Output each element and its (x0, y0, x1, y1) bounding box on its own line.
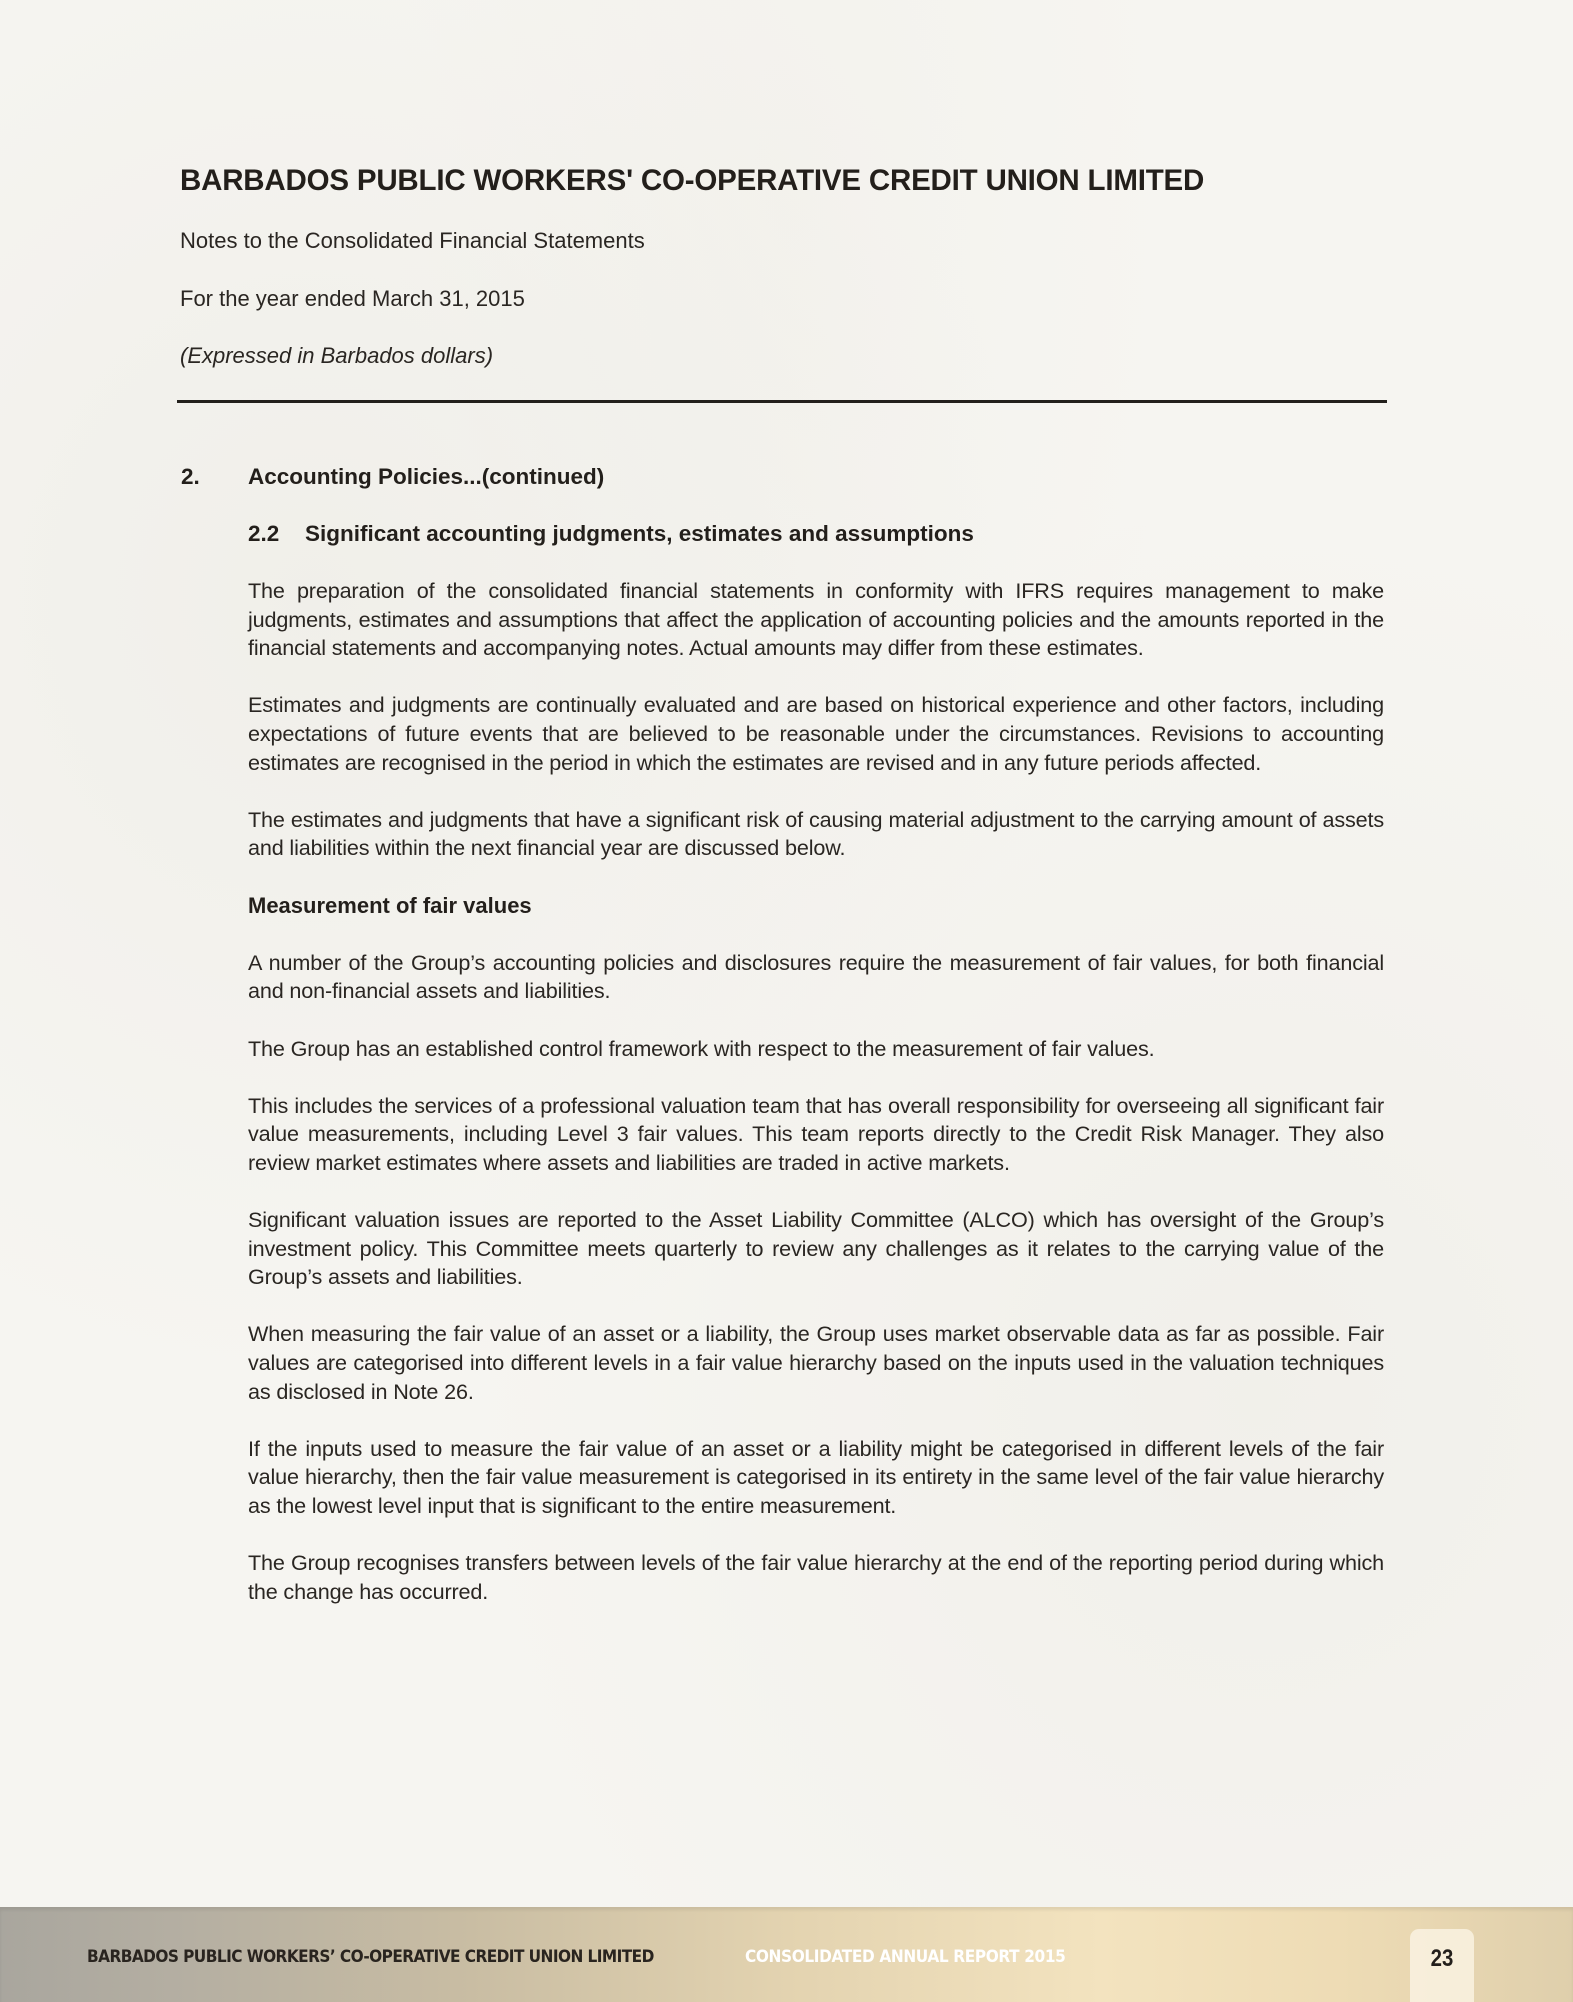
footer-organization: BARBADOS PUBLIC WORKERS’ CO-OPERATIVE CREDIT UNION LIMITED (87, 1947, 654, 1966)
paragraph: The Group has an established control framework with respect to the measurement of fair values. (248, 1035, 1155, 1061)
paragraph: The preparation of the consolidated financial statements in conformity with IFRS requires management to make judgments, estimates and assumptions that affect the application of accounting policies and the amounts reported in the financial statements and accompanying notes. Actual amounts may differ from these estimates. (248, 578, 1384, 661)
page-number-tab (1410, 1929, 1474, 2002)
paragraph: This includes the services of a professional valuation team that has overall responsibility for overseeing all significant fair value measurements, including Level 3 fair values. This team reports directly to the Credit Risk Manager. They also review market estimates where assets and liabilities are traded in active markets. (248, 1092, 1384, 1175)
page-footer (0, 1907, 1573, 2002)
subsection-heading (248, 519, 974, 549)
paragraph: When measuring the fair value of an asset or a liability, the Group uses market observable data as far as possible. Fair values are categorised into different levels in a fair value hierarchy based on the inputs used in the valuation techniques as disclosed in Note 26. (248, 1321, 1384, 1404)
footer-report-title: CONSOLIDATED ANNUAL REPORT 2015 (745, 1947, 1066, 1966)
statements-subtitle: Notes to the Consolidated Financial Statements (180, 228, 645, 253)
paragraph: Estimates and judgments are continually evaluated and are based on historical experience and other factors, including expectations of future events that are believed to be reasonable under the circumstances. Revisions to accounting estimates are recognised in the period in which the estimates are revised and in any future periods affected. (248, 692, 1384, 775)
paragraph: A number of the Group’s accounting policies and disclosures require the measurement of fair values, for both financial and non-financial assets and liabilities. (248, 949, 1384, 1004)
section-heading (181, 462, 604, 492)
section-number: 2. (181, 464, 200, 489)
organization-title: BARBADOS PUBLIC WORKERS' CO-OPERATIVE CREDIT UNION LIMITED (180, 164, 1205, 197)
subsection-number: 2.2 (248, 521, 280, 546)
document-header (180, 160, 1390, 368)
paragraph: If the inputs used to measure the fair value of an asset or a liability might be categorised in different levels of the fair value hierarchy, then the fair value measurement is categorised in its entirety in the same level of the fair value hierarchy as the lowest level input that is significant to the entire measurement. (248, 1435, 1384, 1518)
paragraph: The estimates and judgments that have a significant risk of causing material adjustment to the carrying amount of assets and liabilities within the next financial year are discussed below. (248, 806, 1384, 861)
note-body (248, 577, 1384, 1635)
subsection-title: Significant accounting judgments, estimates and assumptions (305, 521, 974, 546)
page-number: 23 (1430, 1945, 1454, 1972)
reporting-period: For the year ended March 31, 2015 (180, 286, 525, 311)
paragraph: Significant valuation issues are reported to the Asset Liability Committee (ALCO) which has oversight of the Group’s investment policy. This Committee meets quarterly to review any challenges as it relates to the carrying value of the Group’s assets and liabilities. (248, 1207, 1384, 1290)
fair-value-heading: Measurement of fair values (248, 892, 532, 918)
header-divider (177, 400, 1387, 403)
currency-note: (Expressed in Barbados dollars) (180, 343, 494, 368)
section-title: Accounting Policies...(continued) (248, 464, 605, 489)
paragraph: The Group recognises transfers between levels of the fair value hierarchy at the end of the reporting period during which the change has occurred. (248, 1550, 1384, 1604)
